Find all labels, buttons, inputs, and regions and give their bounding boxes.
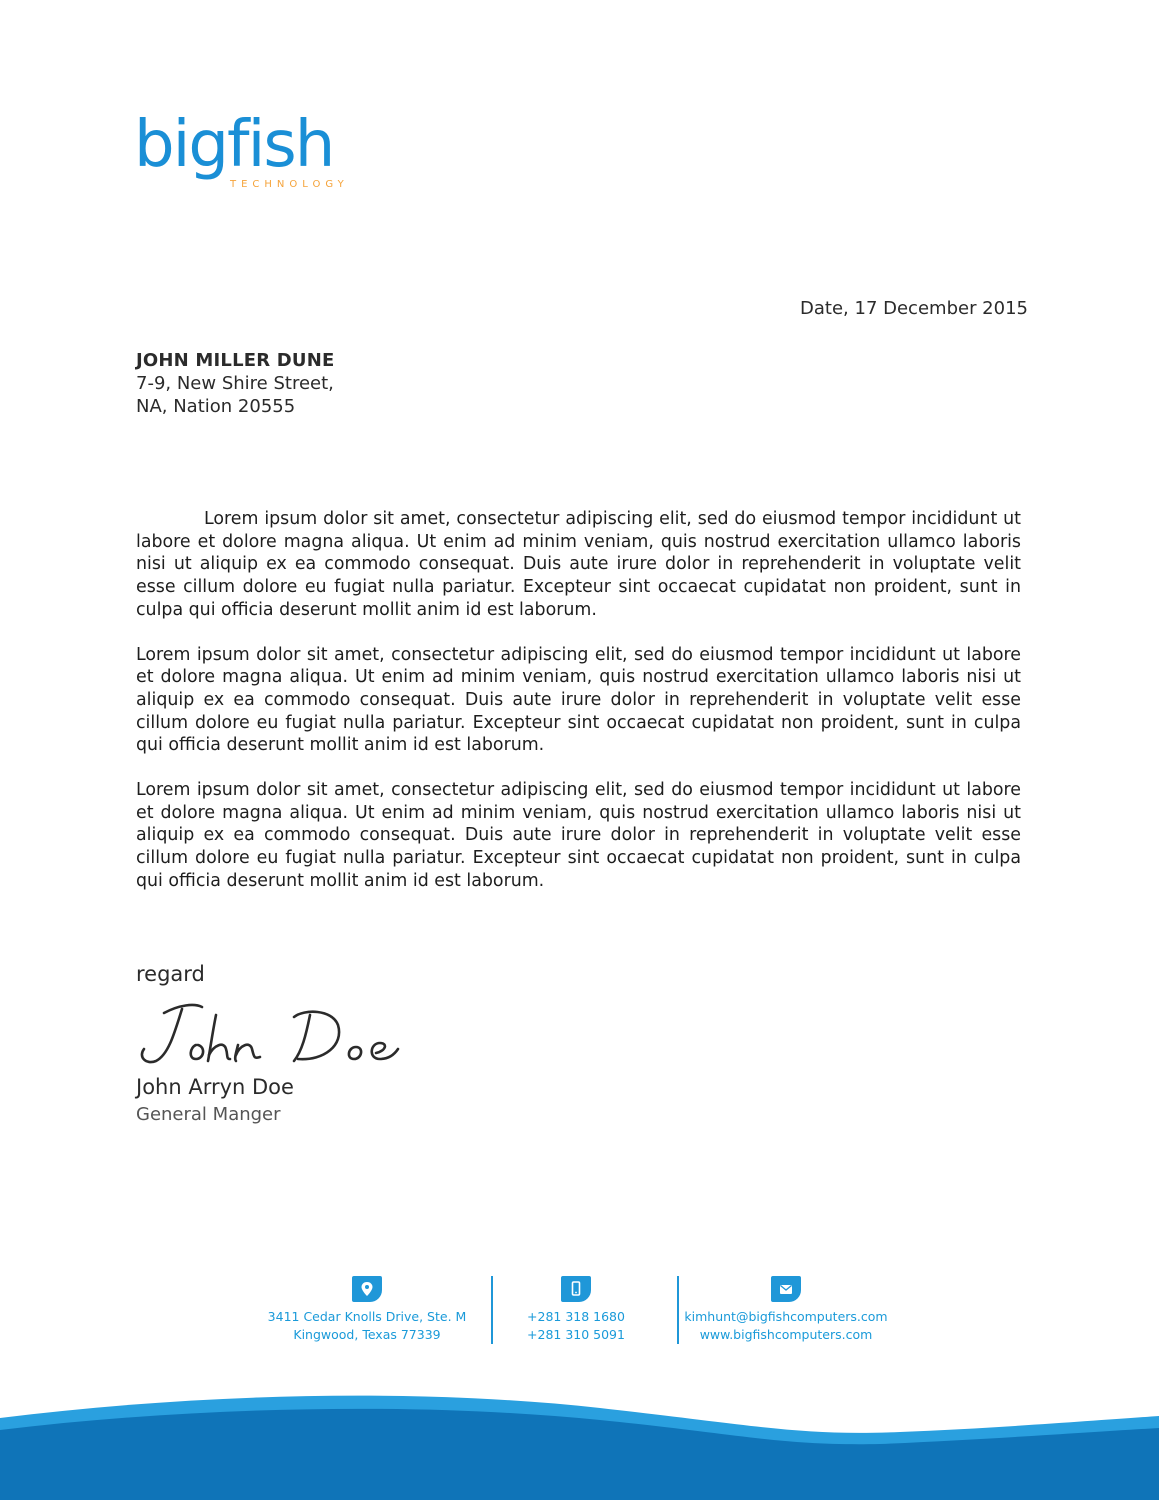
address-line2: Kingwood, Texas 77339 [293,1327,441,1342]
signature-text: John Doe [134,995,139,996]
address-line1: 3411 Cedar Knolls Drive, Ste. M [267,1309,467,1324]
closing-salutation: regard [136,962,205,986]
handwritten-signature [134,995,404,1075]
website-link[interactable]: www.bigfishcomputers.com [699,1327,873,1342]
company-logo [134,108,360,203]
recipient-address-line2: NA, Nation 20555 [136,396,296,417]
phone-line2: +281 310 5091 [527,1327,625,1342]
footer-wave [0,1388,1159,1500]
email-link[interactable]: kimhunt@bigfishcomputers.com [684,1309,888,1324]
logo-wordmark: bigfish [134,108,334,182]
footer-divider [677,1276,679,1344]
body-paragraph: Lorem ipsum dolor sit amet, consectetur adipiscing elit, sed do eiusmod tempor incididunt ut labore et dolore magna aliqua. Ut enim ad minim veniam, quis nostrud exercitation ullamco laboris nisi ut aliquip ex ea commodo consequat. Duis aute irure dolor in reprehenderit in voluptate velit esse cillum dolore eu fugiat nulla pariatur. Excepteur sint occaecat cupidatat non proident, sunt in culpa qui officia deserunt mollit anim id est laborum. [136,509,1021,620]
footer-address [262,1276,472,1344]
letter-body [136,508,1021,915]
body-paragraph: Lorem ipsum dolor sit amet, consectetur adipiscing elit, sed do eiusmod tempor incididunt ut labore et dolore magna aliqua. Ut enim ad minim veniam, quis nostrud exercitation ullamco laboris nisi ut aliquip ex ea commodo consequat. Duis aute irure dolor in reprehenderit in voluptate velit esse cillum dolore eu fugiat nulla pariatur. Excepteur sint occaecat cupidatat non proident, sunt in culpa qui officia deserunt mollit anim id est laborum. [136,644,1021,756]
map-pin-icon [352,1276,382,1302]
signer-name: John Arryn Doe [136,1075,294,1099]
phone-icon [561,1276,591,1302]
signer-title: General Manger [136,1104,281,1125]
phone-line1: +281 318 1680 [527,1309,625,1324]
recipient-block [136,349,334,418]
envelope-icon [771,1276,801,1302]
footer-phone [512,1276,640,1344]
recipient-name: JOHN MILLER DUNE [136,350,335,371]
letter-date: Date, 17 December 2015 [800,298,1028,319]
recipient-address-line1: 7-9, New Shire Street, [136,373,334,394]
footer-divider [491,1276,493,1344]
footer-web [680,1276,892,1344]
logo-tagline: TECHNOLOGY [230,179,349,190]
body-paragraph: Lorem ipsum dolor sit amet, consectetur adipiscing elit, sed do eiusmod tempor incididunt ut labore et dolore magna aliqua. Ut enim ad minim veniam, quis nostrud exercitation ullamco laboris nisi ut aliquip ex ea commodo consequat. Duis aute irure dolor in reprehenderit in voluptate velit esse cillum dolore eu fugiat nulla pariatur. Excepteur sint occaecat cupidatat non proident, sunt in culpa qui officia deserunt mollit anim id est laborum. [136,780,1021,891]
